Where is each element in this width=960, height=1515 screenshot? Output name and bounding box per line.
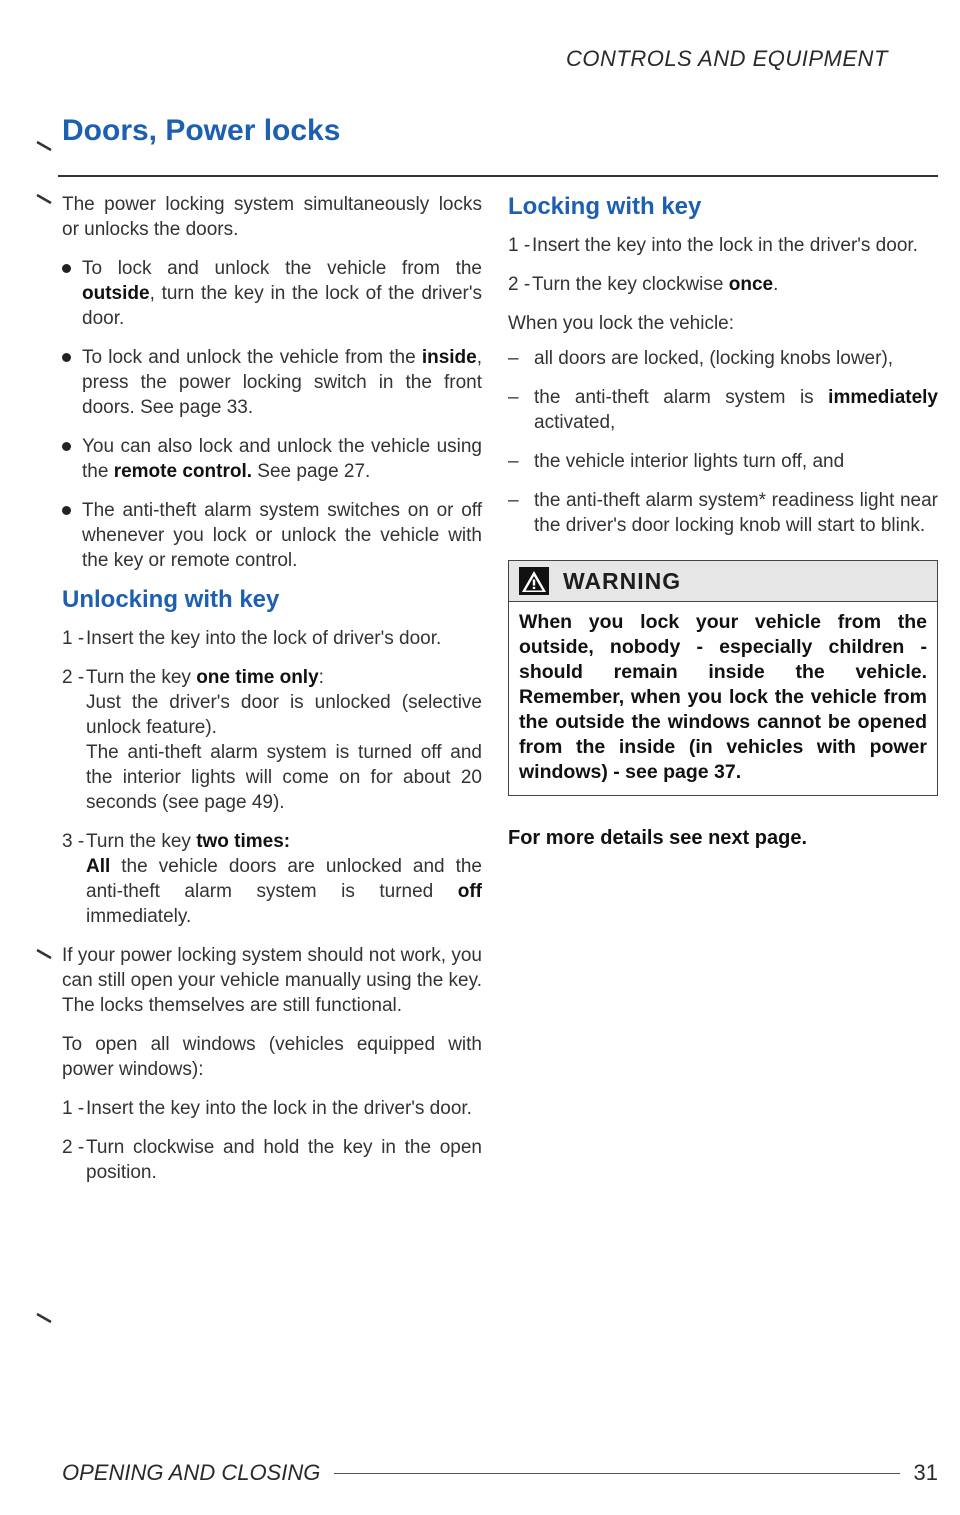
section-header: CONTROLS AND EQUIPMENT [566, 46, 888, 71]
left-column [62, 192, 482, 1199]
step-number: 2 - [508, 274, 531, 295]
dash-item: – the anti-theft alarm system is immediately activated, [508, 387, 938, 433]
warning-label: WARNING [563, 567, 682, 594]
warning-text: When you lock your vehicle from the outside, nobody - especially children - should remain inside the vehicle. Remember, when you lock the vehicle from the outside the windows cannot be opened from the inside (in vehicles with power windows) - see page 37. [519, 611, 927, 783]
corner-mark-icon [36, 1312, 52, 1324]
corner-mark-icon [36, 140, 52, 152]
bullet-item: You can also lock and unlock the vehicle using the remote control. See page 27. [62, 434, 482, 484]
warning-triangle-icon [519, 567, 549, 595]
page-footer [62, 1458, 938, 1488]
bullet-icon [62, 264, 71, 273]
warning-header [509, 561, 937, 602]
step-item: 1 - Insert the key into the lock in the driver's door. [62, 1098, 472, 1119]
warning-box [508, 560, 938, 796]
page-number: 31 [913, 1460, 938, 1485]
corner-mark-icon [36, 948, 52, 960]
locking-heading: Locking with key [508, 193, 702, 220]
bullet-item: To lock and unlock the vehicle from the inside, press the power locking switch in the front doors. See page 33. [62, 345, 482, 420]
step-item: 2 - Turn the key clockwise once. [508, 274, 779, 295]
bullet-item: The anti-theft alarm system switches on or off whenever you lock or unlock the vehicle with the key or remote control. [62, 498, 482, 573]
bullet-icon [62, 353, 71, 362]
footer-section-label: OPENING AND CLOSING [62, 1460, 321, 1485]
header-divider [58, 175, 938, 177]
step-item: 2 - Turn the key one time only: Just the driver's door is unlocked (selective unlock feature). The anti-theft alarm system is turned off and the interior lights will come on for about 20 seconds (see page 49). [62, 667, 482, 813]
step-item: 1 - Insert the key into the lock of driver's door. [62, 628, 442, 649]
step-item: 3 - Turn the key two times: All the vehicle doors are unlocked and the anti-theft alarm system is turned off immediately. [62, 831, 482, 927]
corner-mark-icon [36, 193, 52, 205]
step-item: 2 - Turn clockwise and hold the key in the open position. [62, 1137, 482, 1183]
dash-item: – the vehicle interior lights turn off, and [508, 451, 845, 472]
dash-item: – all doors are locked, (locking knobs lower), [508, 348, 894, 369]
windows-paragraph: To open all windows (vehicles equipped with power windows): [62, 1034, 482, 1080]
bullet-item: To lock and unlock the vehicle from the outside, turn the key in the lock of the driver's door. [62, 256, 482, 331]
step-number: 1 - [62, 628, 85, 649]
bullet-icon [62, 506, 71, 515]
step-number: 3 - [62, 831, 85, 852]
right-column [508, 192, 938, 851]
step-item: 1 - Insert the key into the lock in the driver's door. [508, 235, 918, 256]
step-number: 1 - [508, 235, 531, 256]
bullet-icon [62, 442, 71, 451]
more-details-text: For more details see next page. [508, 827, 807, 849]
step-number: 2 - [62, 1137, 85, 1158]
dash-item: – the anti-theft alarm system* readiness light near the driver's door locking knob will start to blink. [508, 490, 938, 536]
step-number: 2 - [62, 667, 85, 688]
page-title: Doors, Power locks [62, 114, 341, 147]
intro-paragraph: The power locking system simultaneously locks or unlocks the doors. [62, 194, 482, 240]
when-lock-text: When you lock the vehicle: [508, 313, 735, 334]
fallback-paragraph: If your power locking system should not work, you can still open your vehicle manually using the key. The locks themselves are still functional. [62, 945, 482, 1016]
unlocking-heading: Unlocking with key [62, 586, 280, 613]
footer-divider [334, 1473, 899, 1474]
step-number: 1 - [62, 1098, 85, 1119]
